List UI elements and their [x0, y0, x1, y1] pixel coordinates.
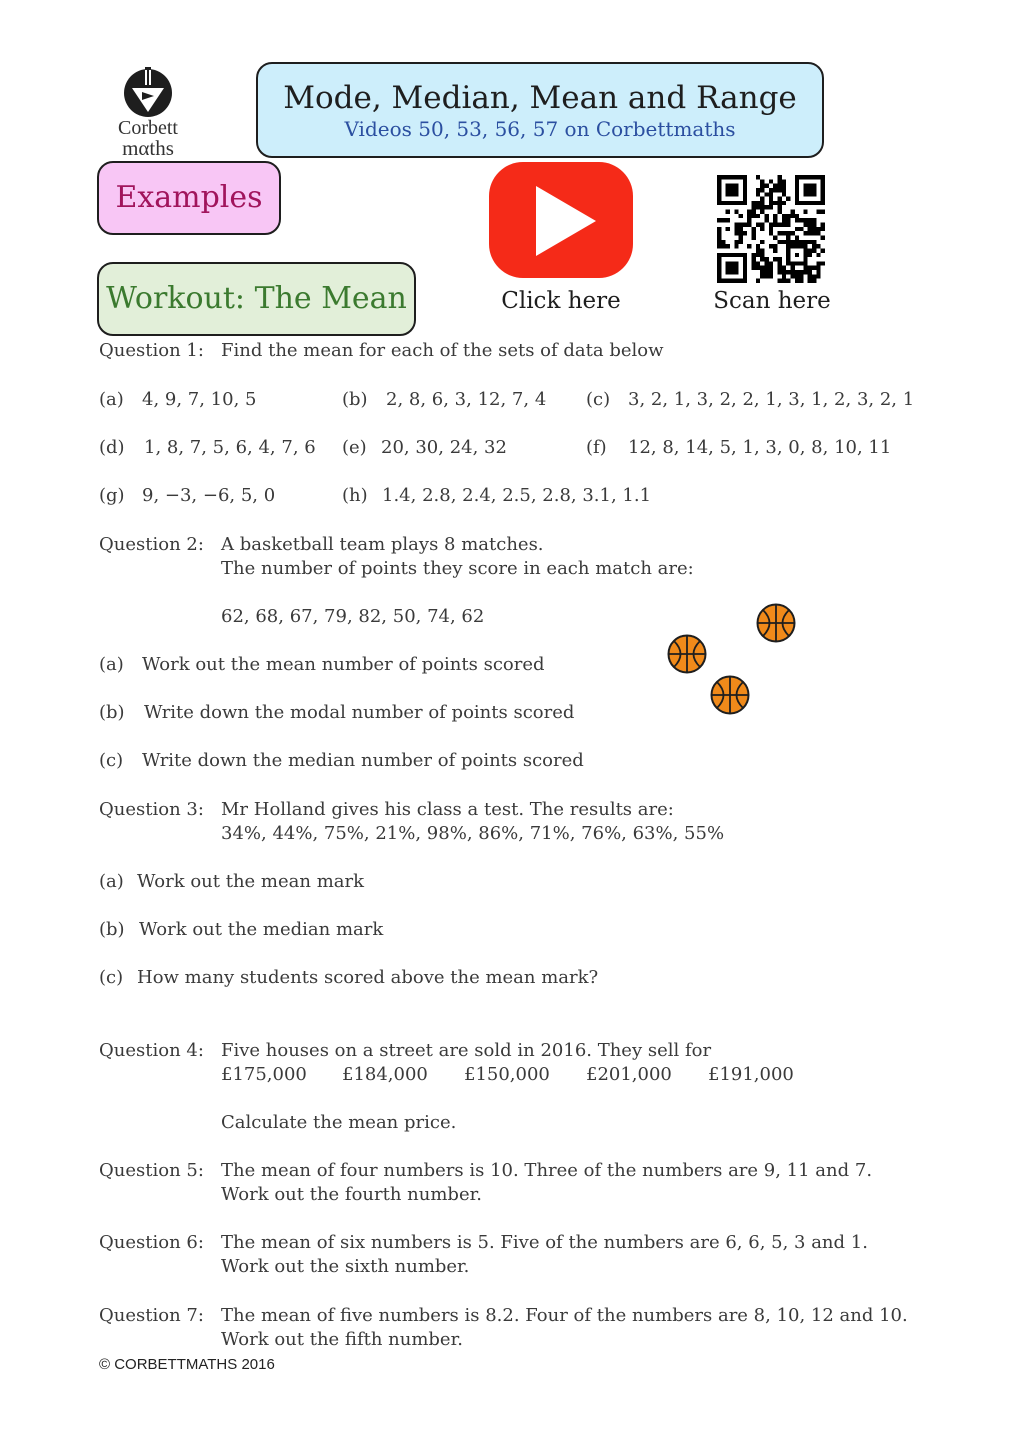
question-4-text: Five houses on a street are sold in 2016. They sell for — [221, 1040, 712, 1061]
price-value: £150,000 — [464, 1064, 550, 1085]
corbettmaths-logo — [100, 66, 196, 158]
q1-part-letter: (c) — [586, 389, 611, 410]
question-6-text: The mean of six numbers is 5. Five of the numbers are 6, 6, 5, 3 and 1. — [221, 1232, 868, 1253]
question-7-text: The mean of five numbers is 8.2. Four of the numbers are 8, 10, 12 and 10. — [221, 1305, 908, 1326]
question-7-text: Work out the fifth number. — [221, 1329, 463, 1350]
logo-mark-icon — [118, 66, 178, 118]
scan-here-label: Scan here — [713, 288, 831, 314]
q1-part-data: 1.4, 2.8, 2.4, 2.5, 2.8, 3.1, 1.1 — [382, 485, 652, 506]
q2-part-text: Write down the median number of points scored — [142, 750, 584, 771]
question-2-text: The number of points they score in each match are: — [221, 558, 694, 579]
question-5-text: The mean of four numbers is 10. Three of the numbers are 9, 11 and 7. — [221, 1160, 873, 1181]
basketball-icon — [756, 603, 796, 643]
q1-part-letter: (h) — [342, 485, 368, 506]
q1-part-letter: (b) — [342, 389, 368, 410]
question-1-label: Question 1: — [99, 340, 204, 361]
title-banner — [256, 62, 824, 158]
question-2-data: 62, 68, 67, 79, 82, 50, 74, 62 — [221, 606, 485, 627]
question-3-label: Question 3: — [99, 799, 204, 820]
q1-part-data: 1, 8, 7, 5, 6, 4, 7, 6 — [144, 437, 316, 458]
price-value: £175,000 — [221, 1064, 307, 1085]
q3-part-text: Work out the median mark — [139, 919, 384, 940]
q2-part-text: Work out the mean number of points scored — [142, 654, 545, 675]
q1-part-letter: (a) — [99, 389, 124, 410]
workout-button[interactable]: Workout: The Mean — [97, 262, 416, 336]
q1-part-data: 4, 9, 7, 10, 5 — [142, 389, 257, 410]
page-title: Mode, Median, Mean and Range — [283, 80, 797, 116]
qr-code-icon — [717, 175, 825, 283]
question-4-instruction: Calculate the mean price. — [221, 1112, 457, 1133]
q1-part-letter: (g) — [99, 485, 125, 506]
q3-part-letter: (a) — [99, 871, 124, 892]
question-6-text: Work out the sixth number. — [221, 1256, 470, 1277]
youtube-play-icon[interactable] — [489, 162, 633, 278]
q1-part-data: 12, 8, 14, 5, 1, 3, 0, 8, 10, 11 — [628, 437, 892, 458]
q1-part-data: 2, 8, 6, 3, 12, 7, 4 — [386, 389, 547, 410]
q1-part-letter: (d) — [99, 437, 125, 458]
logo-text-line2: mαths — [122, 136, 174, 160]
question-5-label: Question 5: — [99, 1160, 204, 1181]
logo-text-line1: Corbett — [118, 117, 178, 139]
question-5-text: Work out the fourth number. — [221, 1184, 482, 1205]
q3-part-text: Work out the mean mark — [137, 871, 365, 892]
examples-button[interactable]: Examples — [97, 161, 281, 235]
copyright-footer: © CORBETTMATHS 2016 — [99, 1356, 275, 1373]
q3-part-text: How many students scored above the mean mark? — [137, 967, 599, 988]
price-value: £191,000 — [708, 1064, 794, 1085]
basketball-icon — [710, 675, 750, 715]
page-subtitle: Videos 50, 53, 56, 57 on Corbettmaths — [344, 117, 736, 141]
question-2-text: A basketball team plays 8 matches. — [221, 534, 544, 555]
q2-part-letter: (a) — [99, 654, 124, 675]
price-value: £201,000 — [586, 1064, 672, 1085]
q1-part-letter: (f) — [586, 437, 607, 458]
basketball-icon — [667, 634, 707, 674]
price-value: £184,000 — [342, 1064, 428, 1085]
question-4-label: Question 4: — [99, 1040, 204, 1061]
q1-part-letter: (e) — [342, 437, 367, 458]
q3-part-letter: (b) — [99, 919, 125, 940]
question-1-text: Find the mean for each of the sets of data below — [221, 340, 664, 361]
question-3-text: Mr Holland gives his class a test. The results are: — [221, 799, 674, 820]
q2-part-text: Write down the modal number of points scored — [144, 702, 575, 723]
question-6-label: Question 6: — [99, 1232, 204, 1253]
question-3-data: 34%, 44%, 75%, 21%, 98%, 86%, 71%, 76%, 63%, 55% — [221, 823, 725, 844]
question-7-label: Question 7: — [99, 1305, 204, 1326]
question-2-label: Question 2: — [99, 534, 204, 555]
q1-part-data: 20, 30, 24, 32 — [381, 437, 507, 458]
click-here-label[interactable]: Click here — [501, 288, 621, 314]
q2-part-letter: (c) — [99, 750, 124, 771]
q2-part-letter: (b) — [99, 702, 125, 723]
q1-part-data: 9, −3, −6, 5, 0 — [142, 485, 276, 506]
q1-part-data: 3, 2, 1, 3, 2, 2, 1, 3, 1, 2, 3, 2, 1 — [628, 389, 915, 410]
q3-part-letter: (c) — [99, 967, 124, 988]
